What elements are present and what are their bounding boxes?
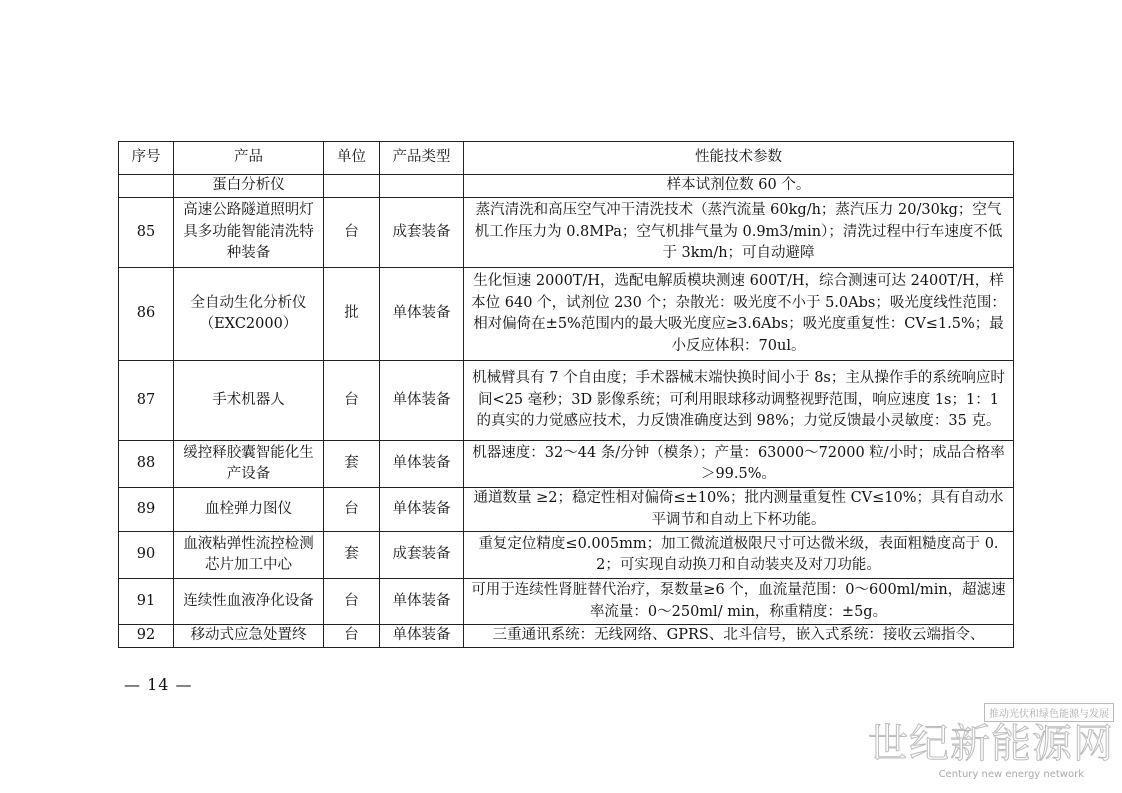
row-product: 移动式应急处置终 [174,625,324,648]
row-unit: 台 [324,579,380,625]
table-row [119,198,1014,268]
table-row [119,579,1014,625]
header-params: 性能技术参数 [464,142,1014,175]
row-product: 蛋白分析仪 [174,175,324,198]
row-unit [324,175,380,198]
row-params: 蒸汽清洗和高压空气冲干清洗技术（蒸汽流量 60kg/h；蒸汽压力 20/30kg；空气机工作压力为 0.8MPa；空气机排气量为 0.9m3/min）；清洗过程中行车速度不低于 3km/h；可自动避障 [464,198,1014,268]
row-params: 机械臂具有 7 个自由度；手术器械末端快换时间小于 8s；主从操作手的系统响应时间<25 毫秒；3D 影像系统；可利用眼球移动调整视野范围，响应速度 1s；1：1 的真实的力觉感应技术，力反馈准确度达到 98%；力觉反馈最小灵敏度：35 克。 [464,361,1014,441]
row-unit: 台 [324,488,380,532]
row-product: 手术机器人 [174,361,324,441]
row-unit: 台 [324,361,380,441]
row-no: 88 [119,441,174,488]
row-unit: 批 [324,268,380,361]
row-type: 单体装备 [380,361,464,441]
row-type: 单体装备 [380,488,464,532]
row-unit: 台 [324,198,380,268]
row-type [380,175,464,198]
watermark-logo [868,703,1114,785]
row-product: 全自动生化分析仪（EXC2000） [174,268,324,361]
row-product: 缓控释胶囊智能化生产设备 [174,441,324,488]
row-type: 单体装备 [380,579,464,625]
row-no: 91 [119,579,174,625]
row-no: 85 [119,198,174,268]
row-no: 89 [119,488,174,532]
header-product: 产品 [174,142,324,175]
table-row [119,361,1014,441]
row-product: 血栓弹力图仪 [174,488,324,532]
row-type: 单体装备 [380,268,464,361]
row-product: 血液粘弹性流控检测芯片加工中心 [174,532,324,579]
product-spec-table [118,141,1014,648]
table-row [119,625,1014,648]
row-type: 成套装备 [380,198,464,268]
row-params: 机器速度：32～44 条/分钟（模条）；产量：63000～72000 粒/小时；成品合格率＞99.5%。 [464,441,1014,488]
page-number: — 14 — [124,675,193,694]
row-type: 单体装备 [380,441,464,488]
watermark-subtitle: Century new energy network [938,769,1084,780]
table-row [119,441,1014,488]
row-unit: 套 [324,532,380,579]
watermark-title: 世纪新能源网 [868,721,1114,767]
row-params: 生化恒速 2000T/H，选配电解质模块测速 600T/H，综合测速可达 2400T/H，样本位 640 个，试剂位 230 个；杂散光：吸光度不小于 5.0Abs；吸光度线性范围：相对偏倚在±5%范围内的最大吸光度应≥3.6Abs；吸光度重复性：CV≤1.5%；最小反应体积：70ul。 [464,268,1014,361]
table-row [119,488,1014,532]
row-product: 高速公路隧道照明灯具多功能智能清洗特种装备 [174,198,324,268]
row-params: 重复定位精度≤0.005mm；加工微流道极限尺寸可达微米级，表面粗糙度高于 0.2；可实现自动换刀和自动装夹及对刀功能。 [464,532,1014,579]
row-unit: 台 [324,625,380,648]
table-row [119,268,1014,361]
table-row [119,175,1014,198]
row-params: 三重通讯系统：无线网络、GPRS、北斗信号，嵌入式系统：接收云端指令、 [464,625,1014,648]
row-unit: 套 [324,441,380,488]
row-type: 成套装备 [380,532,464,579]
row-type: 单体装备 [380,625,464,648]
table-row [119,532,1014,579]
header-unit: 单位 [324,142,380,175]
header-type: 产品类型 [380,142,464,175]
row-product: 连续性血液净化设备 [174,579,324,625]
row-params: 通道数量 ≥2；稳定性相对偏倚≤±10%；批内测量重复性 CV≤10%；具有自动水平调节和自动上下杯功能。 [464,488,1014,532]
row-no: 90 [119,532,174,579]
row-no: 87 [119,361,174,441]
header-no: 序号 [119,142,174,175]
table-header-row [119,142,1014,175]
row-no: 92 [119,625,174,648]
row-no [119,175,174,198]
watermark-tagline: 推动光伏和绿色能源与发展 [984,703,1114,722]
row-no: 86 [119,268,174,361]
row-params: 可用于连续性肾脏替代治疗，泵数量≥6 个，血流量范围：0～600ml/min，超滤速率流量：0～250ml/ min，称重精度：±5g。 [464,579,1014,625]
row-params: 样本试剂位数 60 个。 [464,175,1014,198]
